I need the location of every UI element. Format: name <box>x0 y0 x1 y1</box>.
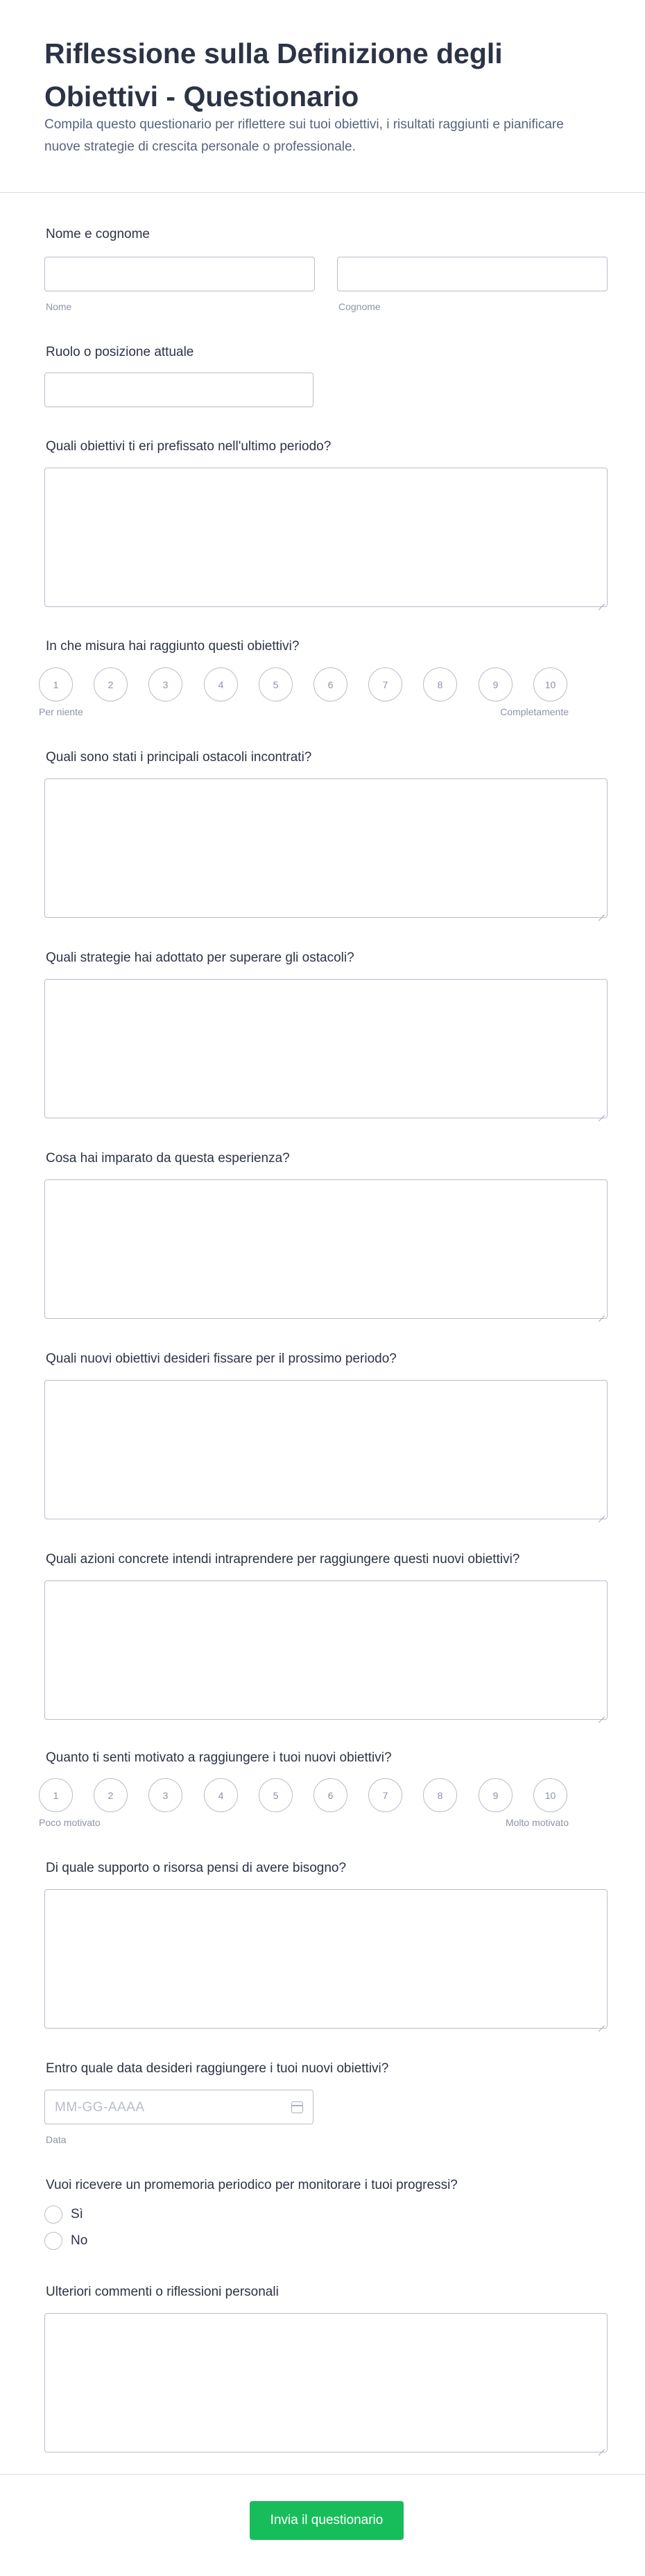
form-title: Riflessione sulla Definizione degli Obiettivi - Questionario <box>44 37 503 112</box>
resize-handle-icon[interactable] <box>598 2019 605 2026</box>
resize-handle-icon[interactable] <box>598 908 605 915</box>
support-textarea[interactable] <box>44 1889 608 2029</box>
radio-circle-icon[interactable] <box>44 2206 62 2224</box>
learned-textarea[interactable] <box>44 1179 608 1319</box>
first-name-input[interactable] <box>44 257 315 291</box>
obstacles-textarea[interactable] <box>44 778 608 918</box>
reminder-label: Vuoi ricevere un promemoria periodico per monitorare i tuoi progressi? <box>46 2178 458 2192</box>
strategies-label: Quali strategie hai adottato per superare gli ostacoli? <box>46 950 354 965</box>
achievement-option-1[interactable]: 1 <box>39 667 73 701</box>
resize-handle-icon[interactable] <box>598 1309 605 1316</box>
footer-divider <box>0 2474 645 2475</box>
reminder-option-yes[interactable] <box>44 2205 83 2224</box>
date-placeholder: MM-GG-AAAA <box>55 2100 145 2115</box>
last-name-sublabel: Cognome <box>338 301 381 312</box>
motivation-option-6[interactable]: 6 <box>313 1778 347 1812</box>
new-objectives-textarea[interactable] <box>44 1380 608 1519</box>
achievement-option-6[interactable]: 6 <box>313 667 347 701</box>
motivation-option-7[interactable]: 7 <box>368 1778 402 1812</box>
reminder-option-label: No <box>71 2233 88 2248</box>
achievement-option-9[interactable]: 9 <box>479 667 513 701</box>
resize-handle-icon[interactable] <box>598 2443 605 2450</box>
date-input[interactable] <box>44 2090 313 2124</box>
actions-textarea[interactable] <box>44 1580 608 1720</box>
obstacles-label: Quali sono stati i principali ostacoli incontrati? <box>46 750 312 765</box>
achievement-option-5[interactable]: 5 <box>259 667 293 701</box>
achievement-option-10[interactable]: 10 <box>533 667 567 701</box>
achievement-option-4[interactable]: 4 <box>204 667 238 701</box>
radio-circle-icon[interactable] <box>44 2232 62 2250</box>
objectives-label: Quali obiettivi ti eri prefissato nell'ultimo periodo? <box>46 439 332 454</box>
role-input[interactable] <box>44 373 313 407</box>
motivation-option-8[interactable]: 8 <box>423 1778 457 1812</box>
resize-handle-icon[interactable] <box>598 1510 605 1517</box>
strategies-textarea[interactable] <box>44 979 608 1118</box>
role-label: Ruolo o posizione attuale <box>46 345 194 359</box>
comments-label: Ulteriori commenti o riflessioni personali <box>46 2285 279 2299</box>
last-name-input[interactable] <box>337 257 608 291</box>
achievement-option-8[interactable]: 8 <box>423 667 457 701</box>
motivation-option-2[interactable]: 2 <box>94 1778 128 1812</box>
motivation-option-5[interactable]: 5 <box>259 1778 293 1812</box>
comments-textarea[interactable] <box>44 2313 608 2453</box>
motivation-option-10[interactable]: 10 <box>533 1778 567 1812</box>
calendar-icon[interactable] <box>291 2101 303 2113</box>
achievement-min-label: Per niente <box>39 706 83 717</box>
reminder-option-label: Sì <box>71 2207 83 2221</box>
achievement-option-7[interactable]: 7 <box>368 667 402 701</box>
reminder-option-no[interactable] <box>44 2231 87 2251</box>
achievement-scale-label: In che misura hai raggiunto questi obiettivi? <box>46 639 300 654</box>
motivation-option-3[interactable]: 3 <box>148 1778 182 1812</box>
motivation-scale-label: Quanto ti senti motivato a raggiungere i tuoi nuovi obiettivi? <box>46 1750 392 1765</box>
motivation-option-4[interactable]: 4 <box>204 1778 238 1812</box>
resize-handle-icon[interactable] <box>598 1109 605 1116</box>
resize-handle-icon[interactable] <box>598 597 605 604</box>
achievement-option-3[interactable]: 3 <box>148 667 182 701</box>
support-label: Di quale supporto o risorsa pensi di avere bisogno? <box>46 1861 347 1875</box>
actions-label: Quali azioni concrete intendi intraprendere per raggiungere questi nuovi obiettivi? <box>46 1552 520 1567</box>
motivation-min-label: Poco motivato <box>39 1817 101 1828</box>
date-label: Entro quale data desideri raggiungere i tuoi nuovi obiettivi? <box>46 2061 389 2076</box>
achievement-max-label: Completamente <box>500 706 569 717</box>
date-sublabel: Data <box>46 2134 67 2145</box>
form-description: Compila questo questionario per riflettere sui tuoi obiettivi, i risultati raggiunti e pianificare nuove strategie di crescita personale o professionale. <box>44 117 564 154</box>
motivation-option-1[interactable]: 1 <box>39 1778 73 1812</box>
achievement-option-2[interactable]: 2 <box>94 667 128 701</box>
form-header <box>0 0 645 193</box>
objectives-textarea[interactable] <box>44 468 608 607</box>
resize-handle-icon[interactable] <box>598 1710 605 1717</box>
learned-label: Cosa hai imparato da questa esperienza? <box>46 1151 290 1166</box>
motivation-option-9[interactable]: 9 <box>479 1778 513 1812</box>
first-name-sublabel: Nome <box>46 301 72 312</box>
submit-button[interactable]: Invia il questionario <box>250 2501 404 2540</box>
new-objectives-label: Quali nuovi obiettivi desideri fissare per il prossimo periodo? <box>46 1351 397 1366</box>
motivation-max-label: Molto motivato <box>505 1817 569 1828</box>
name-label: Nome e cognome <box>46 227 150 241</box>
